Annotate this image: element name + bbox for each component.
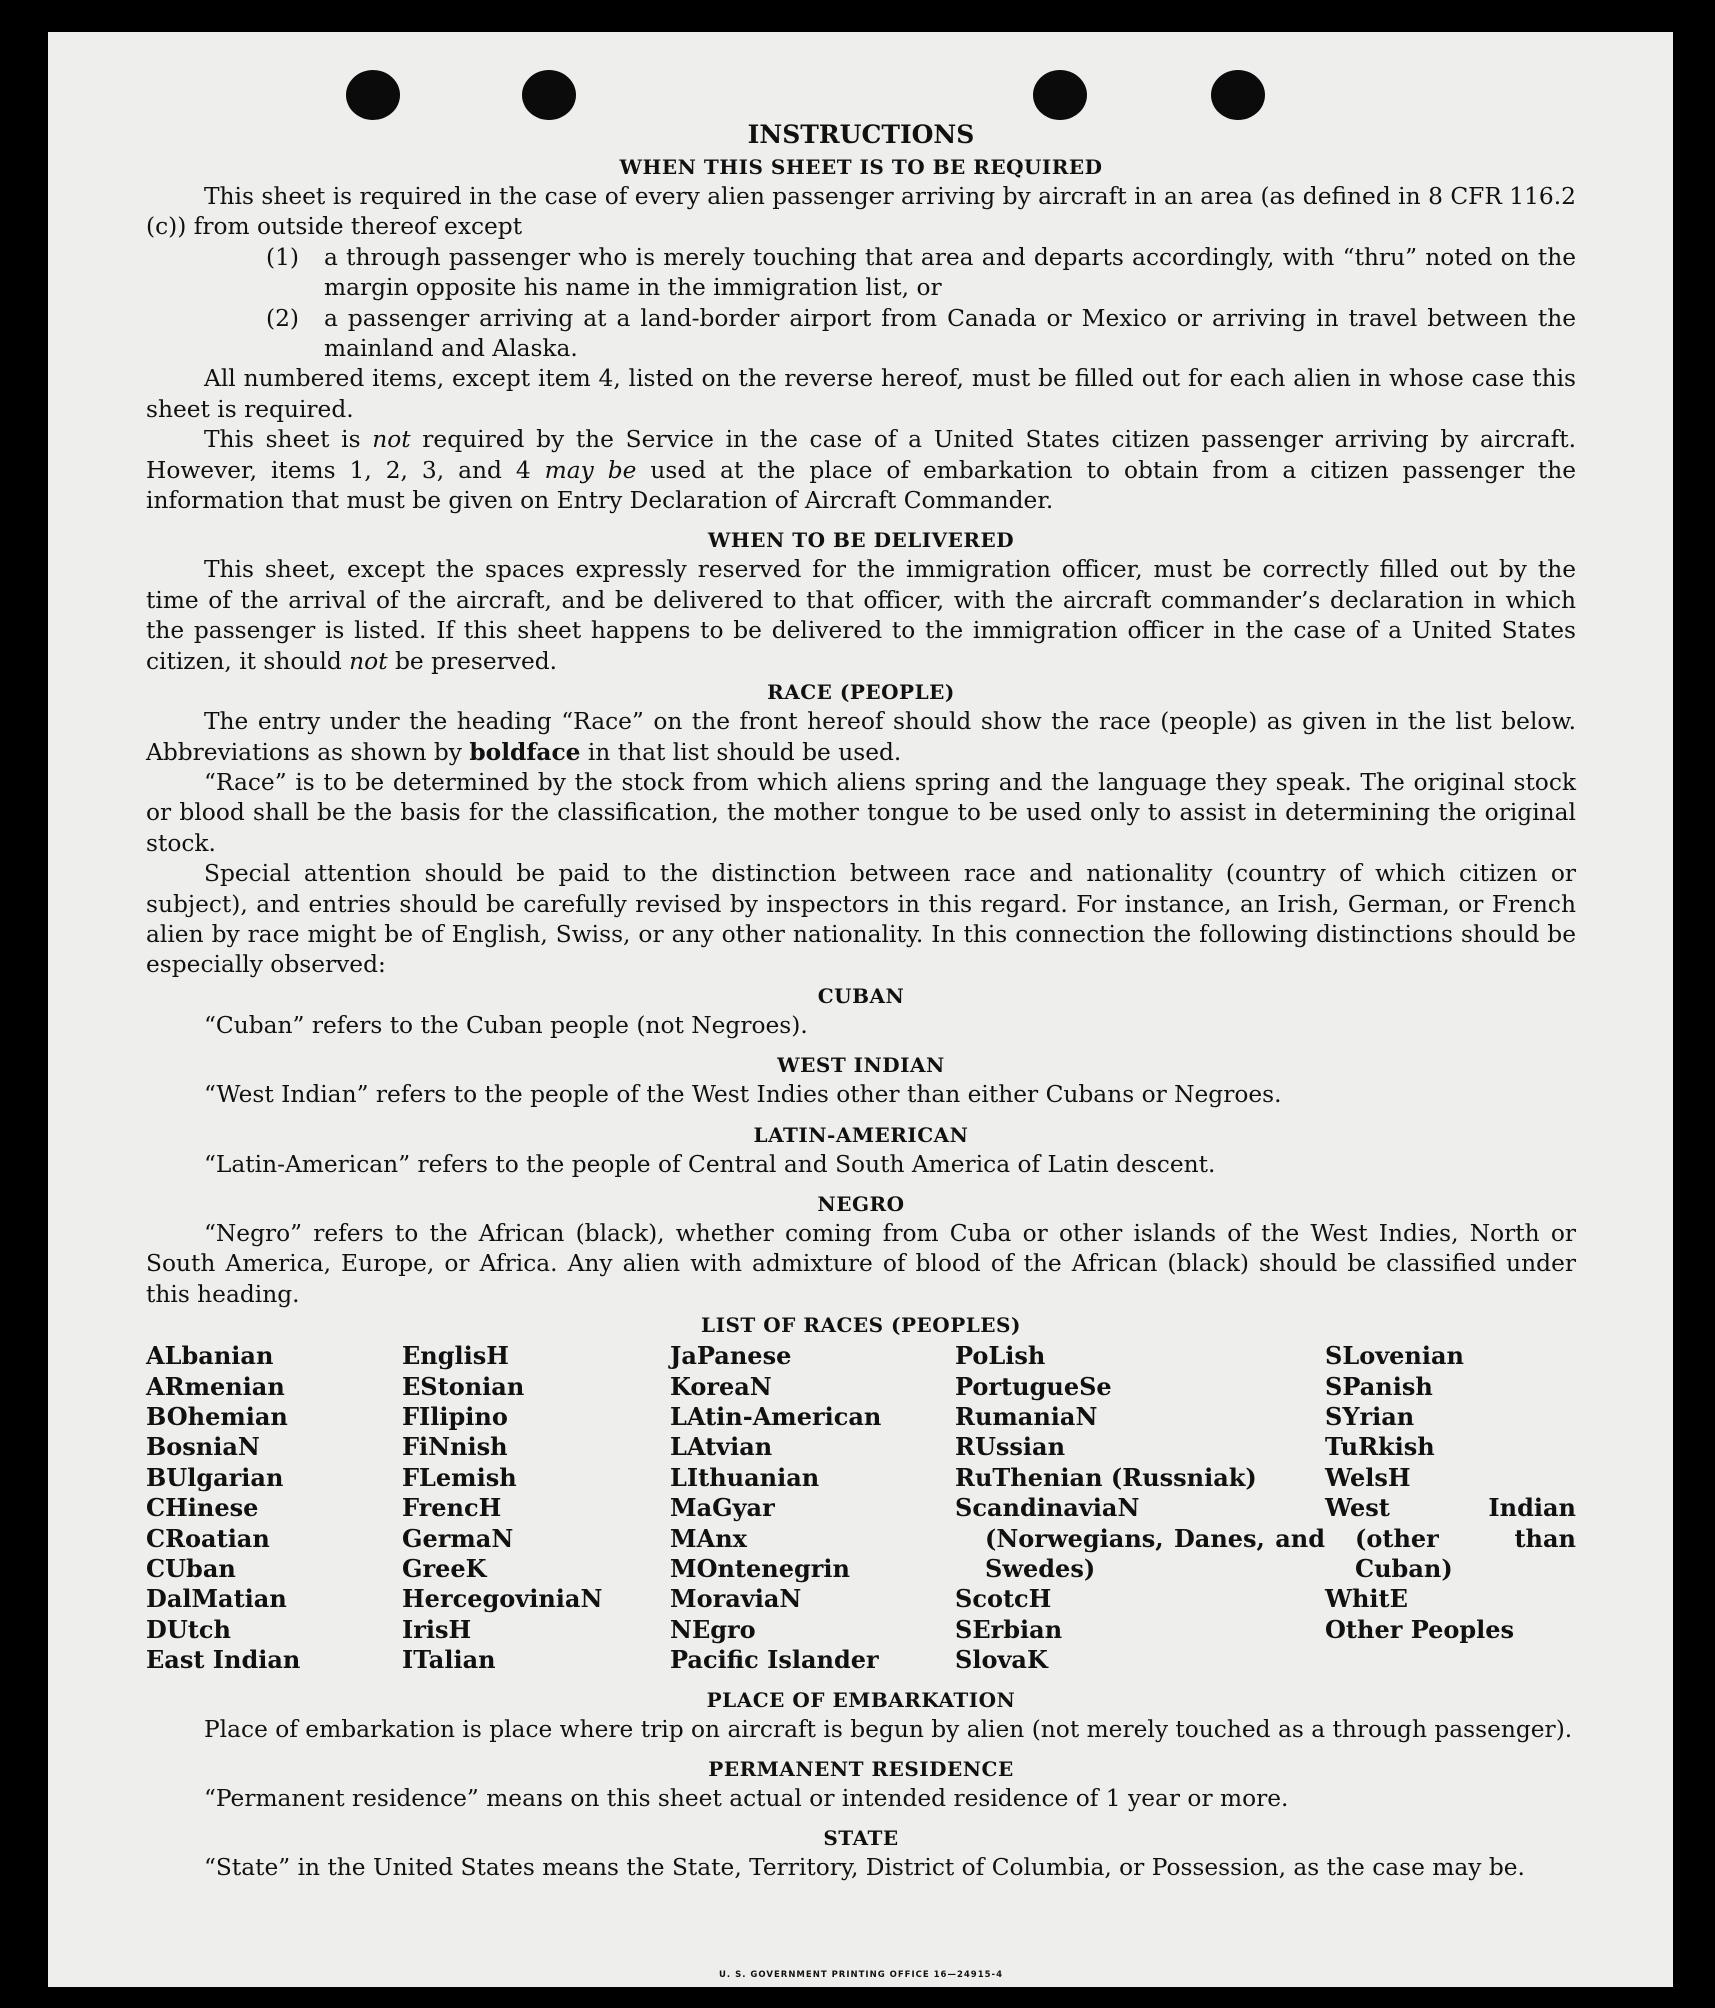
item-number: (2) [266, 304, 300, 332]
race-entry: ARmenian [146, 1371, 285, 1401]
citizen-paragraph: This sheet is not required by the Service in the case of a United States citizen passenger arriving by aircraft. However, items 1, 2, 3, and 4 may be used at the place of embarkation to obtain from a citizen passenger the information that must be given on Entry Declaration of Aircraft Commander. [146, 426, 1577, 515]
race-entry: FrencH [402, 1493, 502, 1523]
race-entry: SYrian [1325, 1402, 1415, 1431]
embarkation-text: Place of embarkation is place where trip on aircraft is begun by alien (not merely touched as a through passenger). [204, 1715, 1573, 1743]
exception-item-1 [146, 243, 1576, 304]
item-text: a passenger arriving at a land-border airport from Canada or Mexico or arriving in travel between the mainland and Alaska. [324, 304, 1576, 363]
race-entry: KoreaN [670, 1371, 772, 1401]
race-entry: EStonian [402, 1371, 525, 1401]
race-entry: CHinese [146, 1493, 259, 1523]
race-entry: Pacific Islander [670, 1645, 879, 1675]
race-entry: RUssian [955, 1432, 1066, 1462]
race-entry: EnglisH [402, 1341, 509, 1371]
heading-state: STATE [823, 1826, 899, 1851]
race-entry: HercegoviniaN [402, 1584, 603, 1614]
punch-hole [522, 70, 576, 120]
race-entry: East Indian [146, 1645, 301, 1675]
race-entry: NEgro [670, 1614, 756, 1644]
race-entry: West Indian (other than Cuban) [1325, 1493, 1576, 1584]
race-entry: BUlgarian [146, 1462, 284, 1492]
race-entry: TuRkish [1325, 1432, 1435, 1462]
race-entry: SPanish [1325, 1371, 1433, 1401]
race-entry: MaGyar [670, 1493, 775, 1523]
races-column-1 [146, 1341, 402, 1675]
race-entry: FIlipino [402, 1402, 508, 1431]
delivered-paragraph: This sheet, except the spaces expressly reserved for the immigration officer, must be correctly filled out by the time of the arrival of the aircraft, and be delivered to that officer, with the aircraft commander’s declaration in which the passenger is listed. If this sheet happens to be delivered to the immigration officer in the case of a United States citizen, it should not be preserved. [146, 556, 1576, 675]
race-entry: CUban [146, 1554, 236, 1584]
latin-american-text: “Latin-American” refers to the people of Central and South America of Latin descent. [204, 1150, 1216, 1178]
race-entry: ScandinaviaN (Norwegians, Danes, and Swedes) [955, 1493, 1325, 1584]
page-title: INSTRUCTIONS [747, 120, 975, 149]
item-text: a through passenger who is merely touching that area and departs accordingly, with “thru” noted on the margin opposite his name in the immigration list, or [324, 243, 1576, 302]
race-entry: FLemish [402, 1462, 517, 1492]
race-entry: ScotcH [955, 1584, 1052, 1614]
race-paragraph-2: “Race” is to be determined by the stock from which aliens spring and the language they speak. The original stock or blood shall be the basis for the classification, the mother tongue to be used only to assist in determining the original stock. [146, 768, 1576, 857]
permanent-residence-text: “Permanent residence” means on this sheet actual or intended residence of 1 year or more. [204, 1785, 1289, 1813]
race-entry: LAtvian [670, 1432, 773, 1462]
race-entry: Other Peoples [1325, 1614, 1515, 1644]
race-entry: JaPanese [670, 1341, 792, 1371]
race-entry: BosniaN [146, 1432, 260, 1462]
document-page [48, 32, 1673, 1987]
heading-required: WHEN THIS SHEET IS TO BE REQUIRED [619, 155, 1103, 179]
race-paragraph-3: Special attention should be paid to the distinction between race and nationality (country of which citizen or subject), and entries should be carefully revised by inspectors in this regard. For instance, an Irish, German, or French alien by race might be of English, Swiss, or any other nationality. In this connection the following distinctions should be especially observed: [146, 860, 1576, 979]
race-entry: GermaN [402, 1523, 514, 1553]
punch-hole [1033, 70, 1087, 120]
race-entry: RumaniaN [955, 1402, 1098, 1431]
printing-office-footer: U. S. GOVERNMENT PRINTING OFFICE 16—24915-4 [719, 1970, 1003, 1980]
race-entry: SErbian [955, 1614, 1063, 1644]
race-entry: SlovaK [955, 1645, 1048, 1675]
negro-text: “Negro” refers to the African (black), whether coming from Cuba or other islands of the West Indies, North or South America, Europe, or Africa. Any alien with admixture of blood of the African (black) should be classified under this heading. [146, 1219, 1576, 1308]
race-entry: LIthuanian [670, 1462, 820, 1492]
race-entry: LAtin-American [670, 1402, 882, 1431]
cuban-text: “Cuban” refers to the Cuban people (not Negroes). [204, 1011, 808, 1039]
race-entry: MOntenegrin [670, 1554, 850, 1584]
state-text: “State” in the United States means the State, Territory, District of Columbia, or Possession, as the case may be. [204, 1854, 1525, 1882]
race-entry: IrisH [402, 1614, 472, 1644]
instructions-body [146, 118, 1577, 1980]
races-column-2 [402, 1341, 670, 1675]
heading-embarkation: PLACE OF EMBARKATION [706, 1687, 1016, 1712]
races-column-3 [670, 1341, 955, 1675]
race-entry: RuThenian (Russniak) [955, 1462, 1257, 1492]
required-intro: This sheet is required in the case of every alien passenger arriving by aircraft in an area (as defined in 8 CFR 116.2 (c)) from outside thereof except [146, 183, 1576, 241]
races-column-5 [1325, 1341, 1576, 1675]
race-entry: SLovenian [1325, 1341, 1464, 1371]
race-entry: GreeK [402, 1554, 487, 1584]
race-entry: CRoatian [146, 1523, 270, 1553]
heading-race: RACE (PEOPLE) [767, 680, 955, 705]
race-entry: ITalian [402, 1645, 496, 1675]
exception-item-2 [146, 304, 1576, 365]
race-entry: FiNnish [402, 1432, 508, 1462]
heading-cuban: CUBAN [817, 983, 905, 1008]
heading-list-of-races: LIST OF RACES (PEOPLES) [701, 1313, 1021, 1338]
race-entry: MAnx [670, 1523, 747, 1553]
race-entry: DUtch [146, 1614, 231, 1644]
races-column-4 [955, 1341, 1325, 1675]
heading-negro: NEGRO [817, 1191, 905, 1216]
numbered-items-paragraph: All numbered items, except item 4, listed on the reverse hereof, must be filled out for each alien in whose case this sheet is required. [146, 365, 1576, 423]
race-entry: BOhemian [146, 1402, 288, 1431]
races-list [146, 1341, 1576, 1675]
punch-hole [346, 70, 400, 120]
punch-hole [1211, 70, 1265, 120]
race-entry: WhitE [1325, 1584, 1408, 1614]
race-paragraph-1: The entry under the heading “Race” on the front hereof should show the race (people) as given in the list below. Abbreviations as shown by boldface in that list should be used. [146, 708, 1576, 766]
race-entry: ALbanian [146, 1341, 274, 1371]
heading-permanent-residence: PERMANENT RESIDENCE [708, 1757, 1014, 1782]
race-entry: DalMatian [146, 1584, 287, 1614]
race-entry: WelsH [1325, 1462, 1411, 1492]
heading-west-indian: WEST INDIAN [777, 1053, 945, 1078]
heading-delivered: WHEN TO BE DELIVERED [707, 528, 1015, 553]
west-indian-text: “West Indian” refers to the people of the West Indies other than either Cubans or Negroes. [204, 1081, 1282, 1109]
item-number: (1) [266, 243, 300, 271]
race-entry: PoLish [955, 1341, 1046, 1371]
race-entry: PortugueSe [955, 1371, 1112, 1401]
race-entry: MoraviaN [670, 1584, 802, 1614]
heading-latin-american: LATIN-AMERICAN [753, 1122, 969, 1147]
